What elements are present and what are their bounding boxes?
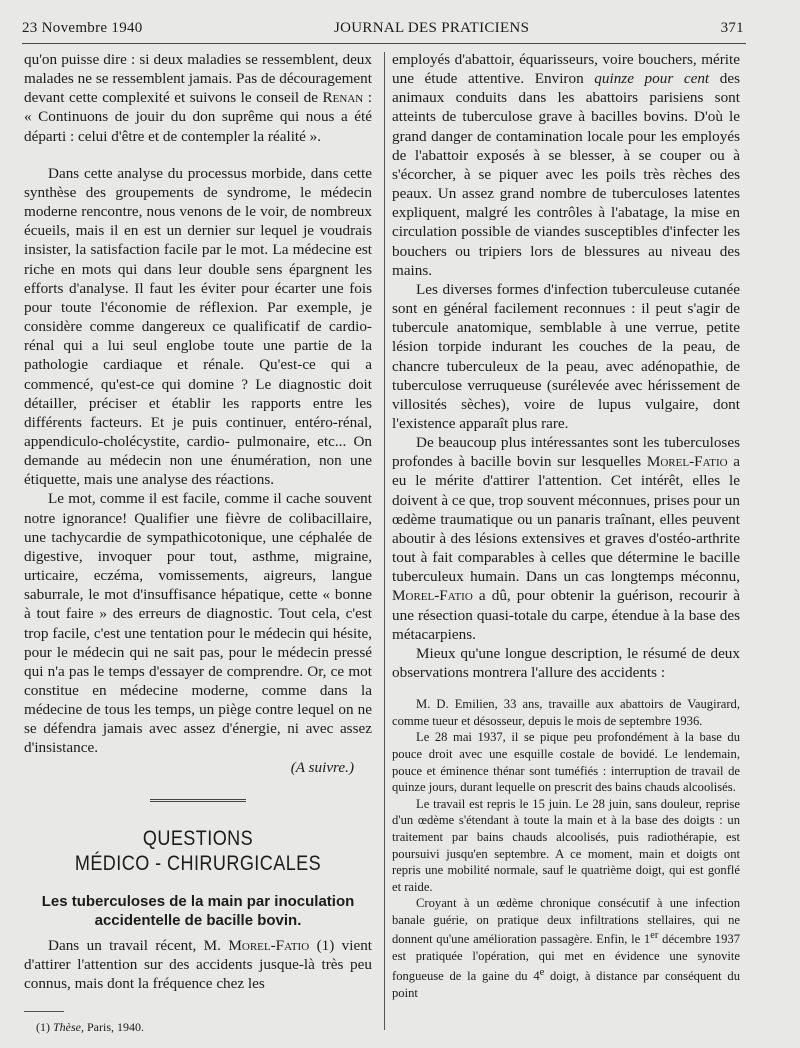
running-header — [22, 20, 744, 42]
obs4-superscript-1: er — [650, 930, 659, 942]
section-title-line-2: MÉDICO - CHIRURGICALES — [74, 851, 322, 875]
left-column — [24, 50, 372, 1035]
footnote-source: Paris, 1940. — [87, 1020, 144, 1035]
obs4-superscript-2: e — [539, 966, 545, 978]
right-column — [392, 50, 740, 1001]
footnote-number: (1) — [36, 1020, 50, 1035]
profondes-text-c: a dû, pour obtenir la guérison, recourir à une résection quasi-totale du carpe, étendue à la base des métacarpiens. — [392, 587, 741, 643]
paragraph-observations: Mieux qu'une longue description, le résumé de deux observations montrera l'allure des accidents : — [392, 644, 740, 681]
observation-2: Le 28 mai 1937, il se pique peu profondément à la base du pouce droit avec une esquille costale de bovidé. Le lendemain, pouce et éminence thénar sont tuméfiés : interruption de travail de quinze jours, durant lequelle on prescrit des bains chauds alcoolisés. — [392, 730, 740, 795]
observation-4 — [392, 895, 740, 1001]
obs4-text-a: Croyant à un œdème chronique consécutif à une infection banale guérie, on pratique deux infiltrations stellaires, qui ne donnent qu'une amélioration passagère. Enfin, le 1 — [392, 896, 740, 947]
header-journal-title: JOURNAL DES PRATICIENS — [333, 20, 530, 36]
header-page-number: 371 — [720, 20, 744, 36]
abattoir-text-b: des animaux conduits dans les abattoirs parisiens sont atteints de tuberculose grave à bacilles bovins. D'où le grand danger de contamination locale pour les employés de l'abattoir exposés à se blesser, à se couper ou à s'écorcher, à se piquer avec les poils très rèches des peaux. Un assez grand nombre de tuberculoses latentes expliquent, malgré les contrôles à l'abatage, la mise en circulation possible de viandes susceptibles d'infecter les bouchers ou tripiers lors de blessures au niveau des mains. — [392, 70, 740, 279]
paragraph-intro — [24, 936, 372, 993]
article-subtitle: Les tuberculoses de la main par inoculation accidentelle de bacille bovin. — [41, 892, 355, 929]
author-name: Morel-Fatio — [228, 936, 310, 954]
paragraph-profondes — [392, 433, 740, 644]
section-title-line-1: QUESTIONS — [142, 826, 254, 850]
header-rule — [22, 43, 746, 44]
footnote — [24, 1020, 372, 1035]
observation-3: Le travail est repris le 15 juin. Le 28 juin, sans douleur, reprise d'un œdème s'étendant à toute la main et à la base des doigts : un traitement par bains chauds alcoolisés, puis radiothérapie, est poursuivi jusqu'en septembre. A ce moment, main et doigts ont repris une mobilité normale, sauf le quatrième doigt, qui est gonflé et raide. — [392, 796, 740, 894]
section-title — [48, 826, 347, 876]
paragraph-analyse: Dans cette analyse du processus morbide, dans cette synthèse des groupements de syndrome, le médecin moderne rencontre, nous venons de le voir, de nombreux écueils, mais il en est un dernier sur lequel je voudrais insister, la satisfaction facile par le mot. La médecine est riche en mots qui dans leur double sens épargnent les efforts d'analyse. Il faut les éviter pour écarter une fois pour toute l'économie de réflexion. Par exemple, je considère comme dangereux ce qualificatif de cardio-rénal qui a lui seul englobe toute une partie de la pathologie cardiaque et rénale. Qu'est-ce qui a commencé, qu'est-ce qui domine ? Le diagnostic doit détailler, préciser et établir les rapports entre les différents facteurs. Et je puis continuer, entéro-rénal, appendiculo-cholécystite, cardio- pulmonaire, etc... On demande au médecin non une énumération, non une étiquette, mais une analyse des réactions. — [24, 164, 372, 489]
obs4-text-b: décembre 1937 est pratiquée l'opération, qui met en évidence une synovite fongueuse de la gaine du 4 — [392, 932, 740, 984]
section-separator — [150, 799, 246, 802]
footnote-rule — [24, 1011, 64, 1012]
paragraph-le-mot: Le mot, comme il est facile, comme il cache souvent notre ignorance! Qualifier une fièvre de colibacillaire, une tachycardie de sympathicotonique, une céphalée de digestive, invoquer pour tout, asthme, migraine, urticaire, eczéma, vomissements, aigreurs, langue saburrale, le mot d'insuffisance hépatique, cette « bonne à tout faire » des erreurs de diagnostic. Tout cela, c'est trop facile, c'est une tentation pour le médecin qui hésite, pour le médecin qui ne sait pas, pour le médecin pressé qui n'a pas le temps d'essayer de comprendre. Or, ce mot constitue en médecine moderne, comme dans la médecine de tous les temps, un piège contre lequel on ne se défendra jamais avec assez d'énergie, ni avec assez d'insistance. — [24, 490, 372, 757]
intro-text-a: Dans un travail récent, M. — [48, 936, 221, 954]
paragraph-abattoir — [392, 50, 740, 280]
header-date: 23 Novembre 1940 — [22, 20, 143, 36]
author-name-3: Morel-Fatio — [392, 587, 473, 605]
obs4-text-c: doigt, à distance par conséquent du point — [392, 969, 740, 1000]
abattoir-emphasis: quinze pour cent — [594, 70, 710, 88]
column-rule — [384, 52, 385, 1030]
author-name-2: Morel-Fatio — [646, 453, 728, 471]
a-suivre: (A suivre.) — [290, 758, 354, 776]
footnote-title: Thèse, — [53, 1020, 84, 1035]
a-suivre-line — [24, 758, 372, 777]
abattoir-text-a: employés d'abattoir, équarisseurs, voire bouchers, mérite une étude attentive. Environ — [392, 51, 740, 88]
intro-text-b: (1) vient d'attirer l'attention sur des accidents jusque-là très peu connus, mais dont la fréquence chez les — [24, 936, 373, 992]
paragraph-renan: qu'on puisse dire : si deux maladies se ressemblent, deux malades ne se ressemblent jamais. Pas de découragement devant cette complexité et suivons le conseil de Renan : « Continuons de jouir du don suprême qui nous a été départi : celui d'être et de contempler la réalité ». — [24, 51, 372, 145]
paragraph-formes: Les diverses formes d'infection tuberculeuse cutanée sont en général facilement reconnues : il peut s'agir de tubercule anatomique, semblable à une verrue, petite lésion torpide indurant les couches de la peau, de chancre tuberculeux de la peau, avec adénopathie, de tuberculose verruqueuse (surélevée avec hérissement de villosités sèches), voire de lupus vulgaire, dont l'existence apparaît plus rare. — [392, 280, 740, 432]
profondes-text-b: a eu le mérite d'attirer l'attention. Cet intérêt, elles le doivent à ce que, trop souvent méconnues, prises pour un œdème traumatique ou un panaris traînant, elles peuvent aboutir à des lésions extensives et graves d'ostéo-arthrite tout à fait comparables à celles que détermine le bacille tuberculeux humain. Dans un cas longtemps méconnu, — [392, 453, 741, 586]
observation-1: M. D. Emilien, 33 ans, travaille aux abattoirs de Vaugirard, comme tueur et désosseur, depuis le mois de septembre 1936. — [392, 697, 740, 728]
profondes-text-a: De beaucoup plus intéressantes sont les tuberculoses profondes à bacille bovin sur lesquelles — [392, 434, 740, 471]
